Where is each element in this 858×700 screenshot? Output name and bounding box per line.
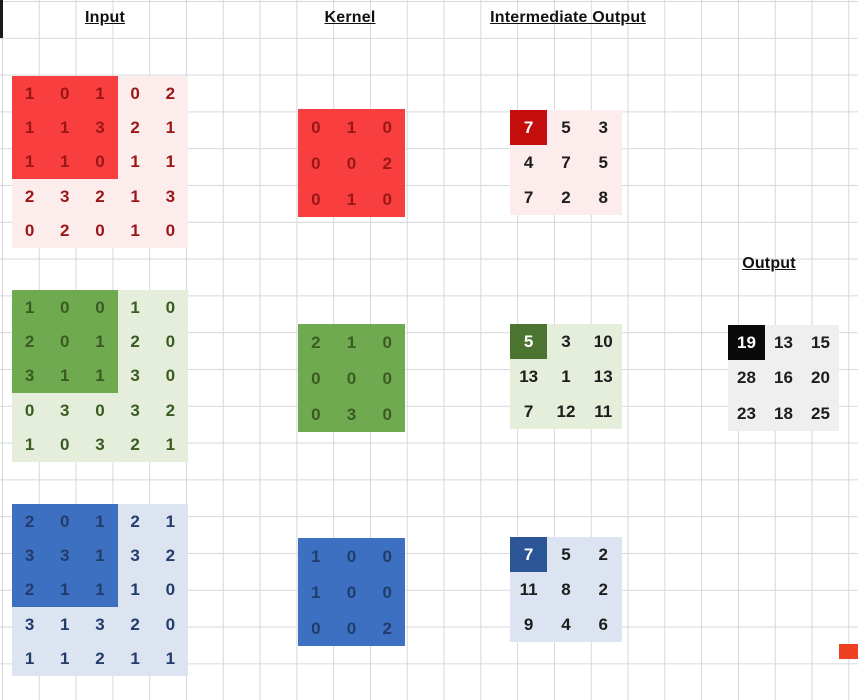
matrix-cell[interactable]: 2 xyxy=(60,221,70,241)
matrix-cell[interactable]: 0 xyxy=(82,145,117,179)
matrix-cell[interactable]: 1 xyxy=(82,573,117,607)
header-input-label: Input xyxy=(84,9,126,26)
edge-artifact xyxy=(0,0,3,38)
matrix-cell[interactable]: 1 xyxy=(47,573,82,607)
matrix-cell[interactable]: 3 xyxy=(60,400,70,420)
intermediate-output-matrix-blue xyxy=(510,537,622,642)
matrix-cell[interactable]: 2 xyxy=(12,324,47,358)
matrix-cell[interactable]: 3 xyxy=(598,118,608,137)
matrix-cell[interactable]: 2 xyxy=(165,83,176,103)
matrix-cell[interactable]: 4 xyxy=(561,615,571,634)
matrix-cell[interactable]: 1 xyxy=(12,145,47,179)
matrix-cell[interactable]: 2 xyxy=(95,649,105,669)
matrix-cell[interactable]: 1 xyxy=(47,145,82,179)
matrix-cell[interactable]: 1 xyxy=(165,435,176,455)
matrix-cell[interactable]: 0 xyxy=(47,76,82,110)
matrix-cell[interactable]: 3 xyxy=(346,404,357,424)
matrix-cell[interactable]: 0 xyxy=(24,400,35,420)
matrix-cell[interactable]: 1 xyxy=(311,582,321,602)
final-output-matrix xyxy=(728,325,839,431)
matrix-cell[interactable]: 1 xyxy=(311,546,321,566)
matrix-cell[interactable]: 1 xyxy=(165,152,176,172)
matrix-cell[interactable]: 20 xyxy=(811,368,830,388)
matrix-cell[interactable]: 0 xyxy=(47,324,82,358)
matrix-cell[interactable]: 2 xyxy=(130,511,140,531)
matrix-cell[interactable]: 1 xyxy=(130,152,140,172)
matrix-cell[interactable]: 2 xyxy=(24,186,35,206)
matrix-cell[interactable]: 2 xyxy=(382,618,392,638)
matrix-cell[interactable]: 2 xyxy=(130,118,140,138)
matrix-cell[interactable]: 1 xyxy=(60,649,70,669)
matrix-cell[interactable]: 0 xyxy=(24,221,35,241)
matrix-cell[interactable]: 5 xyxy=(561,118,571,137)
matrix-cell[interactable]: 13 xyxy=(519,367,539,386)
input-matrix-red xyxy=(12,76,188,248)
matrix-cell[interactable]: 1 xyxy=(47,110,82,144)
matrix-cell[interactable]: 0 xyxy=(382,117,392,137)
matrix-cell[interactable]: 3 xyxy=(12,359,47,393)
matrix-cell[interactable]: 25 xyxy=(811,403,830,423)
matrix-cell[interactable]: 0 xyxy=(382,546,392,566)
matrix-cell[interactable]: 3 xyxy=(561,332,571,351)
matrix-cell[interactable]: 1 xyxy=(82,324,117,358)
matrix-cell[interactable]: 16 xyxy=(774,368,793,388)
matrix-cell[interactable]: 0 xyxy=(311,404,321,424)
matrix-cell[interactable]: 2 xyxy=(598,580,608,599)
matrix-cell[interactable]: 0 xyxy=(311,618,321,638)
matrix-cell[interactable]: 3 xyxy=(130,400,140,420)
matrix-cell[interactable]: 28 xyxy=(737,368,756,388)
matrix-cell[interactable]: 18 xyxy=(774,403,793,423)
matrix-cell[interactable]: 8 xyxy=(561,580,571,599)
matrix-cell[interactable]: 2 xyxy=(382,153,392,173)
matrix-cell[interactable]: 5 xyxy=(561,545,571,564)
matrix-cell[interactable]: 0 xyxy=(346,368,357,388)
matrix-cell[interactable]: 3 xyxy=(60,186,70,206)
matrix-cell[interactable]: 1 xyxy=(346,117,357,137)
matrix-cell[interactable]: 6 xyxy=(598,615,608,634)
matrix-cell[interactable]: 2 xyxy=(95,186,105,206)
matrix-cell[interactable]: 3 xyxy=(47,538,82,572)
matrix-cell[interactable]: 0 xyxy=(382,582,392,602)
matrix-cell[interactable]: 3 xyxy=(82,110,117,144)
matrix-cell[interactable]: 0 xyxy=(165,614,176,634)
matrix-cell[interactable]: 8 xyxy=(598,188,608,207)
matrix-cell[interactable]: 0 xyxy=(60,435,70,455)
matrix-cell[interactable]: 0 xyxy=(311,189,321,209)
matrix-cell[interactable]: 0 xyxy=(311,117,321,137)
matrix-cell[interactable]: 1 xyxy=(82,504,117,538)
matrix-cell[interactable]: 3 xyxy=(24,614,35,634)
matrix-cell[interactable]: 0 xyxy=(346,582,357,602)
matrix-cell[interactable]: 2 xyxy=(130,614,140,634)
matrix-cell[interactable]: 13 xyxy=(774,333,793,353)
matrix-cell[interactable]: 13 xyxy=(593,367,613,386)
matrix-cell[interactable]: 0 xyxy=(47,290,82,324)
matrix-cell[interactable]: 12 xyxy=(556,402,576,421)
input-matrix-green xyxy=(12,290,188,462)
matrix-cell[interactable]: 1 xyxy=(130,221,140,241)
matrix-cell[interactable]: 5 xyxy=(598,153,608,172)
matrix-cell[interactable]: 0 xyxy=(82,290,117,324)
matrix-cell[interactable]: 2 xyxy=(561,188,571,207)
matrix-cell[interactable]: 1 xyxy=(165,511,176,531)
matrix-cell[interactable]: 3 xyxy=(165,186,176,206)
matrix-cell[interactable]: 1 xyxy=(82,76,117,110)
matrix-cell[interactable]: 15 xyxy=(811,333,830,353)
matrix-cell[interactable]: 1 xyxy=(60,614,70,634)
matrix-cell[interactable]: 3 xyxy=(95,614,105,634)
matrix-cell[interactable]: 2 xyxy=(598,545,608,564)
matrix-cell[interactable]: 11 xyxy=(594,402,613,421)
matrix-cell[interactable]: 7 xyxy=(561,153,571,172)
matrix-cell[interactable]: 2 xyxy=(12,573,47,607)
matrix-cell[interactable]: 0 xyxy=(382,368,392,388)
matrix-cell[interactable]: 1 xyxy=(12,76,47,110)
matrix-cell[interactable]: 3 xyxy=(130,546,140,566)
matrix-cell[interactable]: 0 xyxy=(165,366,176,386)
matrix-cell[interactable]: 7 xyxy=(523,188,534,207)
matrix-cell[interactable]: 1 xyxy=(82,359,117,393)
matrix-cell[interactable]: 0 xyxy=(47,504,82,538)
matrix-cell[interactable]: 0 xyxy=(346,153,357,173)
matrix-cell[interactable]: 0 xyxy=(95,221,105,241)
matrix-cell[interactable]: 3 xyxy=(95,435,105,455)
matrix-cell[interactable]: 7 xyxy=(523,402,534,421)
matrix-cell[interactable]: 9 xyxy=(523,615,534,634)
matrix-cell[interactable]: 2 xyxy=(12,504,47,538)
matrix-cell[interactable]: 1 xyxy=(165,649,176,669)
matrix-cell[interactable]: 11 xyxy=(519,580,538,599)
header-intermediate-output-label: Intermediate Output xyxy=(490,9,646,26)
matrix-cell[interactable]: 0 xyxy=(382,332,392,352)
matrix-cell[interactable]: 1 xyxy=(346,189,357,209)
matrix-cell[interactable]: 3 xyxy=(130,366,140,386)
matrix-cell[interactable]: 1 xyxy=(561,367,571,386)
matrix-cell[interactable]: 1 xyxy=(130,297,140,317)
kernel-matrix-blue xyxy=(298,538,405,646)
matrix-cell[interactable]: 0 xyxy=(311,368,321,388)
matrix-cell[interactable]: 2 xyxy=(130,332,140,352)
matrix-cell[interactable]: 1 xyxy=(346,332,357,352)
intermediate-output-matrix-red xyxy=(510,110,622,215)
matrix-cell[interactable]: 23 xyxy=(737,403,756,423)
matrix-cell[interactable]: 7 xyxy=(510,110,547,145)
corner-artifact xyxy=(839,644,858,659)
matrix-cell[interactable]: 0 xyxy=(382,404,392,424)
matrix-cell[interactable]: 1 xyxy=(165,118,176,138)
matrix-cell[interactable]: 10 xyxy=(593,332,613,351)
matrix-cell[interactable]: 2 xyxy=(311,332,321,352)
matrix-cell[interactable]: 0 xyxy=(346,618,357,638)
input-matrix-blue xyxy=(12,504,188,676)
matrix-cell[interactable]: 3 xyxy=(12,538,47,572)
matrix-cell[interactable]: 0 xyxy=(130,83,140,103)
matrix-cell[interactable]: 0 xyxy=(165,332,176,352)
matrix-cell[interactable]: 4 xyxy=(523,153,534,172)
matrix-cell[interactable]: 2 xyxy=(130,435,140,455)
kernel-matrix-red xyxy=(298,109,405,217)
matrix-cell[interactable]: 1 xyxy=(82,538,117,572)
intermediate-output-matrix-green xyxy=(510,324,622,429)
kernel-matrix-green xyxy=(298,324,405,432)
matrix-cell[interactable]: 0 xyxy=(165,297,176,317)
matrix-cell[interactable]: 0 xyxy=(311,153,321,173)
matrix-cell[interactable]: 1 xyxy=(47,359,82,393)
matrix-cell[interactable]: 0 xyxy=(95,400,105,420)
matrix-cell[interactable]: 7 xyxy=(510,537,547,572)
matrix-cell[interactable]: 2 xyxy=(165,546,176,566)
matrix-cell[interactable]: 19 xyxy=(728,325,765,360)
matrix-cell[interactable]: 1 xyxy=(12,110,47,144)
matrix-cell[interactable]: 1 xyxy=(12,290,47,324)
matrix-cell[interactable]: 1 xyxy=(130,580,140,600)
matrix-cell[interactable]: 1 xyxy=(130,649,140,669)
matrix-cell[interactable]: 0 xyxy=(165,221,176,241)
matrix-cell[interactable]: 1 xyxy=(130,186,140,206)
matrix-cell[interactable]: 0 xyxy=(382,189,392,209)
matrix-cell[interactable]: 5 xyxy=(510,324,547,359)
matrix-cell[interactable]: 0 xyxy=(165,580,176,600)
matrix-cell[interactable]: 1 xyxy=(24,435,35,455)
matrix-cell[interactable]: 1 xyxy=(24,649,35,669)
matrix-cell[interactable]: 2 xyxy=(165,400,176,420)
header-kernel-label: Kernel xyxy=(324,9,376,26)
header-output-label: Output xyxy=(742,255,796,272)
matrix-cell[interactable]: 0 xyxy=(346,546,357,566)
